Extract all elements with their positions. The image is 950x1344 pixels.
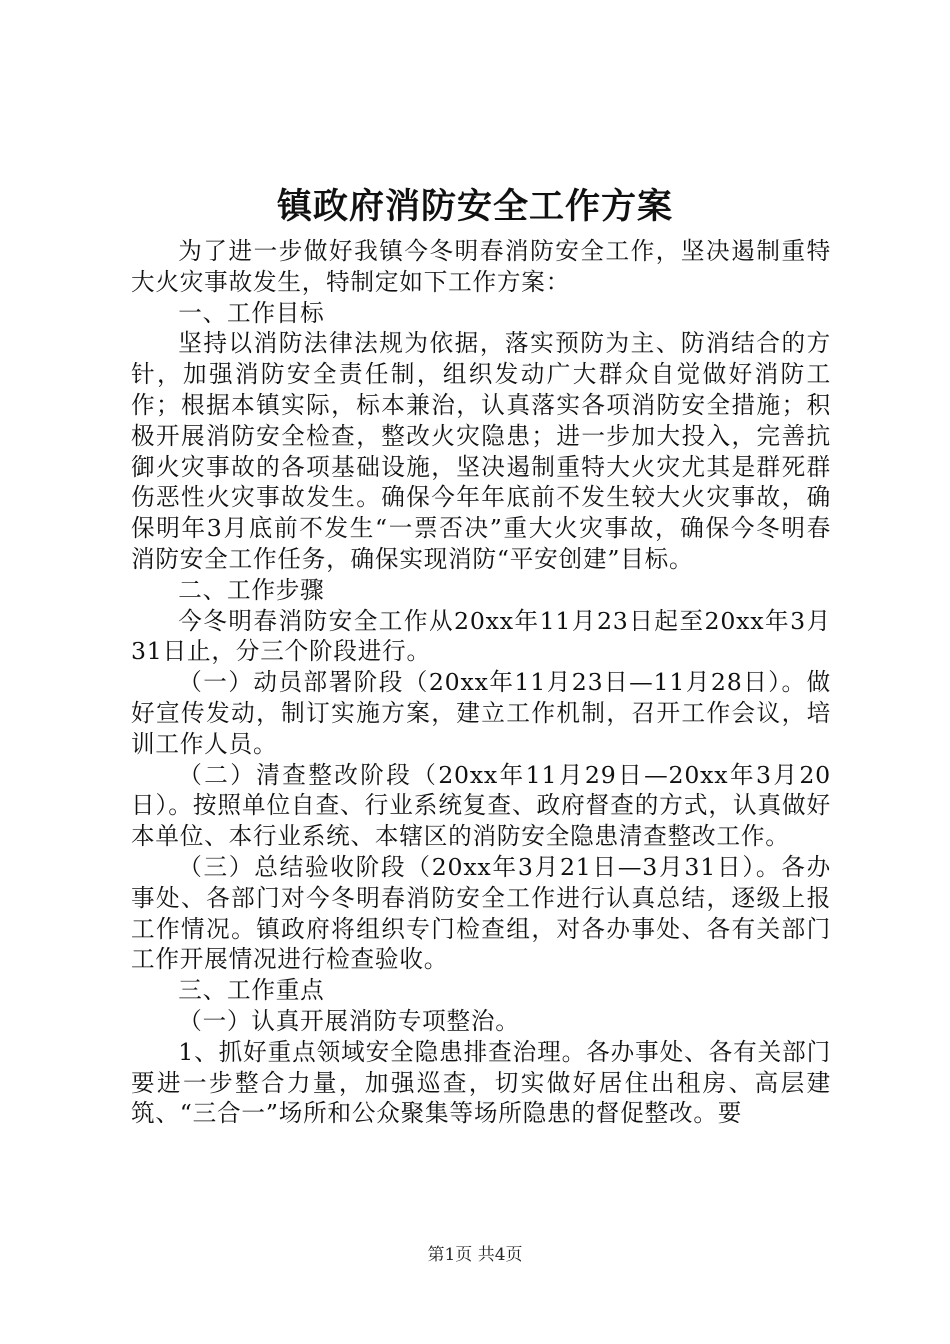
focus-subheading: （一）认真开展消防专项整治。 (178, 1006, 520, 1035)
stage-two-paragraph: （二）清查整改阶段（20xx年11月29日—20xx年3月20日）。按照单位自查、行业系统复查、政府督查的方式，认真做好本单位、本行业系统、本辖区的消防安全隐患清查整改工作。 (131, 760, 831, 851)
section-heading-goals: 一、工作目标 (178, 298, 325, 327)
goals-paragraph: 坚持以消防法律法规为依据，落实预防为主、防消结合的方针，加强消防安全责任制，组织发动广大群众自觉做好消防工作；根据本镇实际，标本兼治，认真落实各项消防安全措施；积极开展消防安全检查，整改火灾隐患；进一步加大投入，完善抗御火灾事故的各项基础设施，坚决遏制重特大火灾尤其是群死群伤恶性火灾事故发生。确保今年年底前不发生较大火灾事故，确保明年3月底前不发生“一票否决”重大火灾事故，确保今冬明春消防安全工作任务，确保实现消防“平安创建”目标。 (131, 329, 831, 573)
section-heading-focus: 三、工作重点 (178, 976, 325, 1005)
document-title: 镇政府消防安全工作方案 (276, 186, 673, 227)
stage-three-paragraph: （三）总结验收阶段（20xx年3月21日—3月31日）。各办事处、各部门对今冬明春消防安全工作进行认真总结，逐级上报工作情况。镇政府将组织专门检查组，对各办事处、各有关部门工作开展情况进行检查验收。 (131, 852, 831, 974)
section-heading-steps: 二、工作步骤 (178, 575, 325, 604)
page-footer: 第1页 共4页 (427, 1245, 523, 1265)
steps-paragraph: 今冬明春消防安全工作从20xx年11月23日起至20xx年3月31日止，分三个阶段进行。 (131, 606, 831, 666)
intro-paragraph: 为了进一步做好我镇今冬明春消防安全工作，坚决遏制重特大火灾事故发生，特制定如下工作方案： (131, 237, 831, 296)
document-body (131, 236, 831, 1129)
stage-one-paragraph: （一）动员部署阶段（20xx年11月23日—11月28日）。做好宣传发动，制订实施方案，建立工作机制，召开工作会议，培训工作人员。 (131, 668, 831, 758)
focus-item-one-paragraph: 1、抓好重点领域安全隐患排查治理。各办事处、各有关部门要进一步整合力量，加强巡查，切实做好居住出租房、高层建筑、“三合一”场所和公众聚集等场所隐患的督促整改。要 (131, 1037, 831, 1128)
